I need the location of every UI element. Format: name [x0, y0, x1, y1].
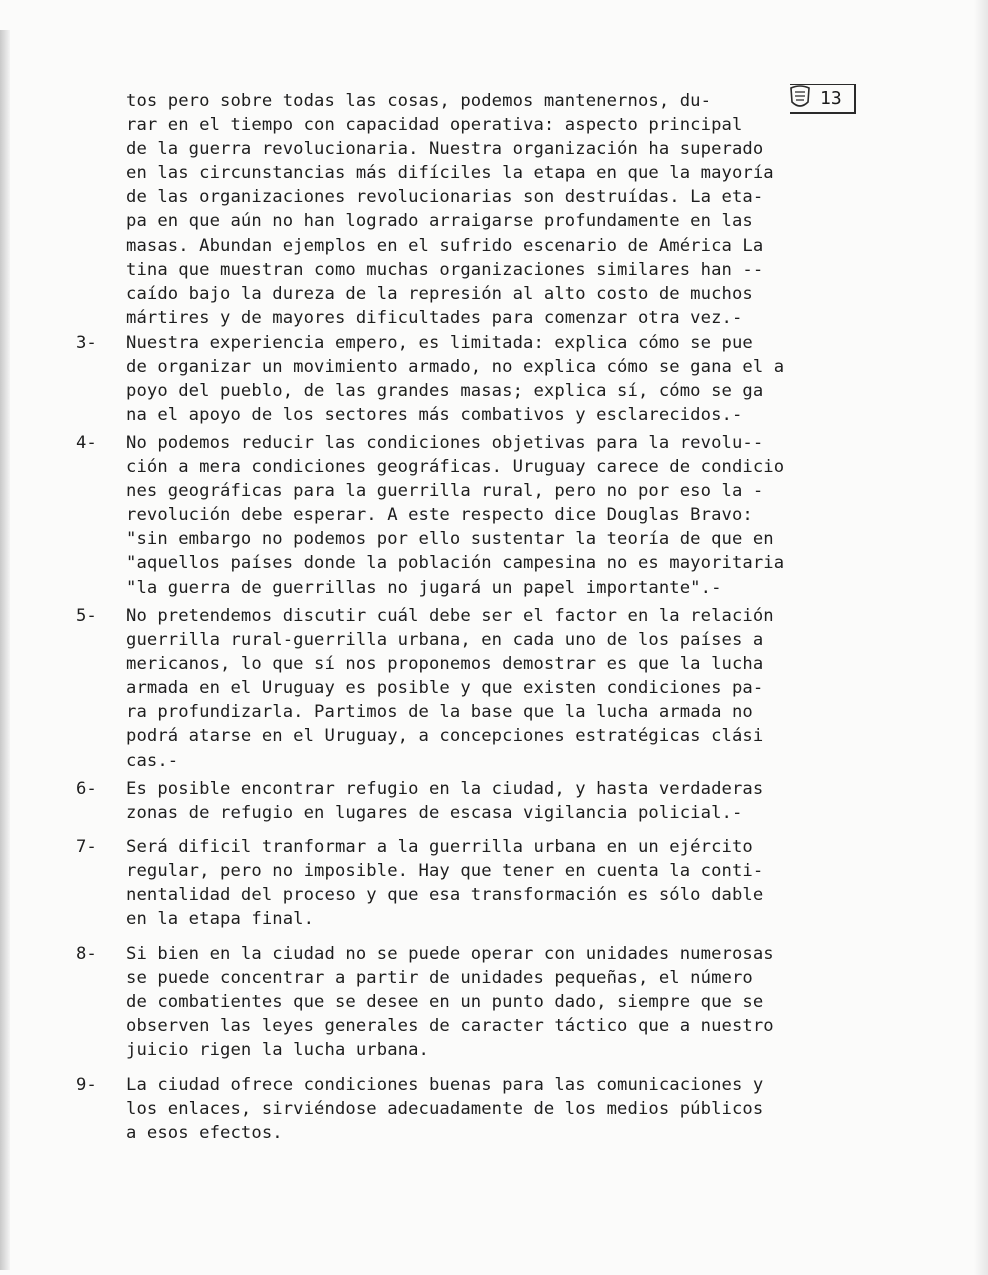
text-line: No pretendemos discutir cuál debe ser el factor en la relación: [126, 606, 774, 626]
text-line: a esos efectos.: [126, 1123, 283, 1144]
numbered-item: [126, 835, 866, 931]
text-line: La ciudad ofrece condiciones buenas para las comunicaciones y: [126, 1075, 764, 1095]
text-line: de la guerra revolucionaria. Nuestra organización ha superado: [126, 139, 764, 160]
item-number: 7-: [76, 837, 97, 857]
text-line: en la etapa final.: [126, 909, 315, 930]
text-line: No podemos reducir las condiciones objetivas para la revolu--: [126, 433, 764, 453]
text-line: "la guerra de guerrillas no jugará un papel importante".-: [126, 577, 722, 598]
numbered-item: [126, 604, 866, 773]
text-line: poyo del pueblo, de las grandes masas; explica sí, cómo se ga: [126, 381, 764, 402]
intro-paragraph: [126, 89, 866, 330]
text-line: tos pero sobre todas las cosas, podemos mantenernos, du-: [126, 91, 712, 111]
text-line: juicio rigen la lucha urbana.: [126, 1040, 429, 1061]
text-line: nes geográficas para la guerrilla rural, pero no por eso la -: [126, 481, 764, 502]
text-line: Es posible encontrar refugio en la ciudad, y hasta verdaderas: [126, 779, 764, 799]
text-line: observen las leyes generales de caracter táctico que a nuestro: [126, 1016, 774, 1037]
text-line: en las circunstancias más difíciles la etapa en que la mayoría: [126, 163, 774, 184]
item-number: 3-: [76, 333, 97, 353]
text-line: de combatientes que se desee en un punto dado, siempre que se: [126, 992, 764, 1013]
text-line: ra profundizarla. Partimos de la base que la lucha armada no: [126, 702, 753, 723]
item-number: 6-: [76, 779, 97, 799]
text-line: mártires y de mayores dificultades para comenzar otra vez.-: [126, 307, 743, 328]
text-line: revolución debe esperar. A este respecto dice Douglas Bravo:: [126, 505, 753, 526]
item-number: 9-: [76, 1075, 97, 1095]
text-line: cas.-: [126, 750, 179, 771]
text-line: caído bajo la dureza de la represión al alto costo de muchos: [126, 283, 753, 304]
numbered-item: [126, 777, 866, 825]
text-line: mericanos, lo que sí nos proponemos demostrar es que la lucha: [126, 654, 764, 675]
text-line: rar en el tiempo con capacidad operativa: aspecto principal: [126, 115, 743, 136]
text-line: guerrilla rural-guerrilla urbana, en cada uno de los países a: [126, 630, 764, 651]
text-line: Nuestra experiencia empero, es limitada: explica cómo se pue: [126, 333, 753, 353]
numbered-item: [126, 331, 866, 427]
numbered-item: [126, 431, 866, 600]
text-line: armada en el Uruguay es posible y que existen condiciones pa-: [126, 678, 764, 699]
text-line: de organizar un movimiento armado, no explica cómo se gana el a: [126, 357, 785, 378]
text-line: masas. Abundan ejemplos en el sufrido escenario de América La: [126, 235, 764, 256]
text-line: podrá atarse en el Uruguay, a concepciones estratégicas clási: [126, 726, 764, 747]
item-number: 5-: [76, 606, 97, 626]
text-line: "aquellos países donde la población campesina no es mayoritaria: [126, 553, 785, 574]
text-line: pa en que aún no han logrado arraigarse profundamente en las: [126, 211, 753, 232]
page-number: 13: [820, 88, 842, 109]
item-number: 4-: [76, 433, 97, 453]
text-line: zonas de refugio en lugares de escasa vigilancia policial.-: [126, 803, 743, 824]
text-line: "sin embargo no podemos por ello sustentar la teoría de que en: [126, 529, 774, 550]
numbered-item: [126, 1073, 866, 1145]
text-line: de las organizaciones revolucionarias son destruídas. La eta-: [126, 187, 764, 208]
text-line: los enlaces, sirviéndose adecuadamente de los medios públicos: [126, 1099, 764, 1120]
text-line: regular, pero no imposible. Hay que tener en cuenta la conti-: [126, 861, 764, 882]
text-line: Será dificil tranformar a la guerrilla urbana en un ejército: [126, 837, 753, 857]
text-line: Si bien en la ciudad no se puede operar con unidades numerosas: [126, 944, 774, 964]
text-line: nentalidad del proceso y que esa transformación es sólo dable: [126, 885, 764, 906]
text-line: na el apoyo de los sectores más combativos y esclarecidos.-: [126, 405, 743, 426]
numbered-item: [126, 942, 866, 1062]
text-line: tina que muestran como muchas organizaciones similares han --: [126, 259, 764, 280]
text-line: ción a mera condiciones geográficas. Uruguay carece de condicio: [126, 457, 785, 478]
item-number: 8-: [76, 944, 97, 964]
text-line: se puede concentrar a partir de unidades pequeñas, el número: [126, 968, 753, 989]
